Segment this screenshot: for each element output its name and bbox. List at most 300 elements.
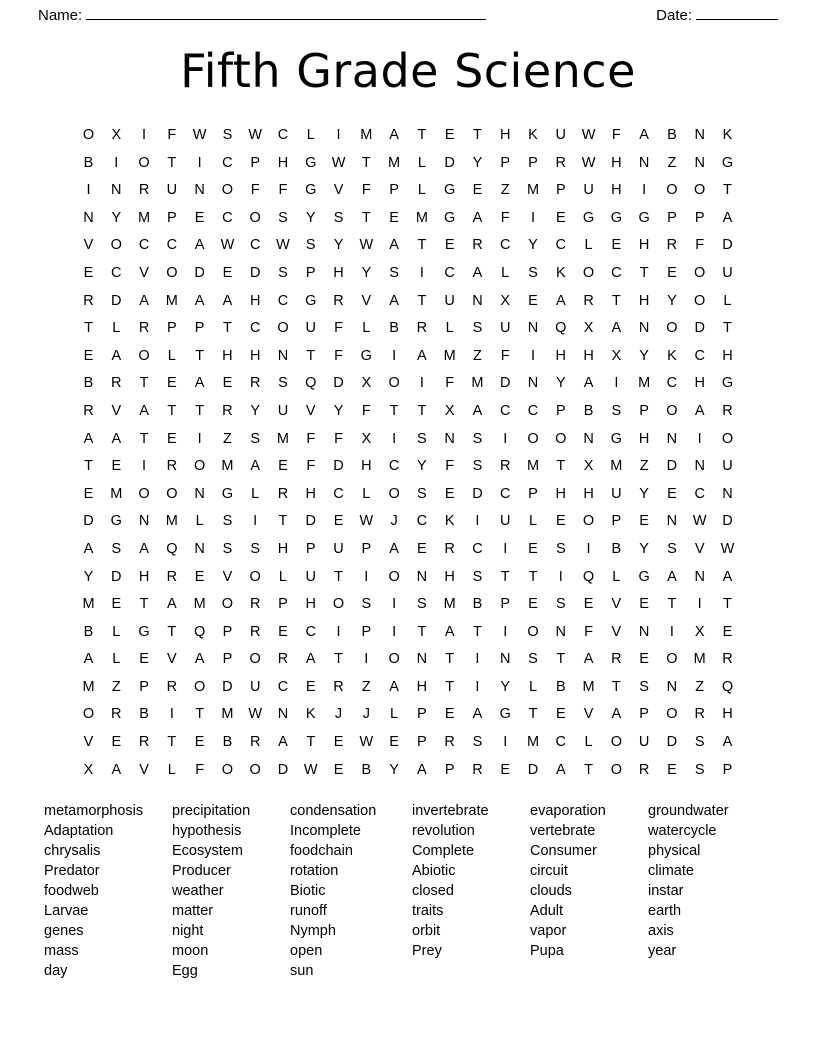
grid-cell[interactable]: Z	[639, 458, 649, 475]
grid-cell[interactable]: P	[361, 540, 372, 557]
grid-cell[interactable]: O	[277, 320, 289, 337]
grid-cell[interactable]: R	[499, 458, 511, 475]
grid-cell[interactable]: O	[249, 761, 261, 778]
grid-cell[interactable]: T	[417, 292, 427, 309]
grid-cell[interactable]: P	[722, 761, 733, 778]
grid-cell[interactable]: I	[530, 209, 536, 226]
grid-cell[interactable]: M	[82, 596, 95, 613]
grid-cell[interactable]: R	[166, 568, 178, 585]
grid-cell[interactable]: S	[222, 127, 233, 143]
grid-cell[interactable]: O	[610, 734, 622, 751]
grid-cell[interactable]: W	[359, 734, 374, 751]
grid-cell[interactable]: G	[360, 347, 372, 364]
grid-cell[interactable]: S	[694, 761, 705, 778]
grid-cell[interactable]: B	[83, 375, 94, 392]
grid-cell[interactable]: O	[388, 651, 400, 668]
grid-cell[interactable]: W	[581, 154, 596, 171]
grid-cell[interactable]: V	[139, 264, 149, 281]
grid-cell[interactable]: N	[444, 430, 455, 447]
grid-cell[interactable]: Z	[667, 154, 677, 171]
grid-cell[interactable]: T	[723, 182, 732, 199]
grid-cell[interactable]: U	[249, 678, 261, 695]
grid-cell[interactable]: O	[221, 182, 234, 199]
grid-cell[interactable]: O	[138, 485, 150, 502]
grid-cell[interactable]: C	[666, 375, 678, 392]
grid-cell[interactable]: H	[638, 292, 650, 309]
grid-cell[interactable]: S	[222, 540, 233, 557]
grid-cell[interactable]: X	[111, 127, 122, 143]
grid-cell[interactable]: I	[197, 430, 202, 447]
word-list-item[interactable]: Larvae	[44, 902, 89, 919]
grid-cell[interactable]: I	[392, 596, 397, 613]
grid-cell[interactable]: Q	[166, 540, 178, 557]
word-list-item[interactable]: physical	[648, 842, 701, 859]
grid-cell[interactable]: L	[390, 706, 399, 723]
grid-cell[interactable]: U	[722, 458, 733, 475]
grid-cell[interactable]: S	[472, 458, 483, 475]
grid-cell[interactable]: D	[83, 513, 94, 530]
grid-cell[interactable]: O	[527, 623, 539, 640]
grid-cell[interactable]: P	[361, 623, 372, 640]
grid-cell[interactable]: R	[277, 485, 289, 502]
grid-cell[interactable]: N	[666, 430, 678, 447]
grid-cell[interactable]: R	[583, 292, 594, 309]
grid-cell[interactable]: Y	[639, 540, 649, 557]
grid-cell[interactable]: O	[388, 375, 400, 392]
grid-cell[interactable]: I	[86, 182, 91, 199]
word-list-item[interactable]: metamorphosis	[44, 802, 144, 819]
grid-cell[interactable]: P	[222, 651, 233, 668]
grid-cell[interactable]: D	[222, 678, 233, 695]
grid-cell[interactable]: F	[167, 127, 177, 143]
grid-cell[interactable]: H	[416, 678, 428, 695]
grid-cell[interactable]: E	[83, 264, 94, 281]
grid-cell[interactable]: D	[249, 264, 261, 281]
grid-cell[interactable]: H	[583, 347, 594, 364]
grid-cell[interactable]: T	[556, 651, 566, 668]
word-list-item[interactable]: sun	[290, 962, 314, 979]
word-list-item[interactable]: Producer	[172, 862, 231, 879]
grid-cell[interactable]: D	[666, 458, 678, 475]
grid-cell[interactable]: M	[165, 292, 178, 309]
grid-cell[interactable]: T	[361, 209, 371, 226]
word-list-item[interactable]: open	[290, 942, 323, 959]
grid-cell[interactable]: N	[111, 182, 122, 199]
grid-cell[interactable]: C	[249, 320, 261, 337]
grid-cell[interactable]: S	[333, 209, 344, 226]
grid-cell[interactable]: D	[499, 375, 511, 392]
grid-cell[interactable]: L	[417, 182, 426, 199]
grid-cell[interactable]: O	[666, 320, 678, 337]
word-list-item[interactable]: Adult	[530, 902, 564, 919]
grid-cell[interactable]: H	[555, 485, 567, 502]
word-list-item[interactable]: Biotic	[290, 882, 326, 899]
grid-cell[interactable]: E	[333, 513, 344, 530]
grid-cell[interactable]: A	[389, 127, 399, 143]
grid-cell[interactable]: R	[249, 623, 261, 640]
grid-cell[interactable]: D	[111, 292, 122, 309]
grid-cell[interactable]: O	[166, 485, 178, 502]
grid-cell[interactable]: P	[167, 209, 177, 226]
word-list-item[interactable]: Complete	[412, 842, 475, 859]
grid-cell[interactable]: B	[583, 402, 594, 419]
grid-cell[interactable]: E	[611, 237, 622, 254]
grid-cell[interactable]: I	[697, 430, 702, 447]
grid-cell[interactable]: Q	[305, 375, 317, 392]
word-list-item[interactable]: runoff	[290, 902, 327, 919]
grid-cell[interactable]: B	[361, 761, 372, 778]
grid-cell[interactable]: L	[195, 513, 204, 530]
grid-cell[interactable]: V	[611, 596, 622, 613]
grid-cell[interactable]: C	[527, 402, 539, 419]
grid-cell[interactable]: G	[610, 430, 622, 447]
grid-cell[interactable]: G	[444, 182, 456, 199]
grid-cell[interactable]: W	[192, 127, 207, 143]
grid-cell[interactable]: E	[305, 678, 316, 695]
grid-cell[interactable]: V	[83, 237, 94, 254]
grid-cell[interactable]: X	[694, 623, 705, 640]
word-list-item[interactable]: Abiotic	[412, 862, 456, 879]
grid-cell[interactable]: Y	[639, 347, 649, 364]
grid-cell[interactable]: O	[666, 402, 678, 419]
word-list-item[interactable]: chrysalis	[44, 842, 101, 859]
grid-cell[interactable]: B	[555, 678, 566, 695]
grid-cell[interactable]: H	[361, 458, 372, 475]
grid-cell[interactable]: U	[611, 485, 622, 502]
grid-cell[interactable]: C	[472, 540, 483, 557]
grid-cell[interactable]: V	[694, 540, 705, 557]
grid-cell[interactable]: K	[528, 127, 538, 143]
grid-cell[interactable]: I	[364, 651, 369, 668]
grid-cell[interactable]: O	[249, 568, 261, 585]
grid-cell[interactable]: S	[472, 430, 483, 447]
grid-cell[interactable]: W	[248, 706, 263, 723]
grid-cell[interactable]: V	[111, 402, 122, 419]
grid-cell[interactable]: R	[472, 237, 483, 254]
grid-cell[interactable]: L	[251, 485, 260, 502]
grid-cell[interactable]: P	[639, 706, 649, 723]
grid-cell[interactable]: T	[584, 761, 593, 778]
grid-cell[interactable]: A	[722, 734, 733, 751]
grid-cell[interactable]: U	[166, 182, 178, 199]
grid-cell[interactable]: E	[167, 375, 177, 392]
grid-cell[interactable]: O	[666, 706, 678, 723]
grid-cell[interactable]: T	[445, 651, 455, 668]
grid-cell[interactable]: G	[721, 375, 734, 392]
grid-cell[interactable]: I	[503, 734, 508, 751]
grid-cell[interactable]: R	[138, 182, 150, 199]
grid-cell[interactable]: T	[723, 596, 732, 613]
grid-cell[interactable]: R	[666, 237, 678, 254]
grid-cell[interactable]: R	[111, 706, 122, 723]
grid-cell[interactable]: A	[389, 292, 399, 309]
grid-cell[interactable]: U	[638, 734, 650, 751]
word-list-item[interactable]: condensation	[290, 802, 377, 819]
grid-cell[interactable]: E	[444, 127, 455, 143]
grid-cell[interactable]: S	[250, 430, 261, 447]
grid-cell[interactable]: M	[193, 596, 206, 613]
grid-cell[interactable]: K	[305, 706, 316, 723]
grid-cell[interactable]: K	[667, 347, 677, 364]
grid-cell[interactable]: M	[110, 485, 123, 502]
grid-cell[interactable]: R	[722, 402, 733, 419]
grid-cell[interactable]: U	[444, 292, 455, 309]
grid-cell[interactable]: H	[138, 568, 150, 585]
grid-cell[interactable]: L	[362, 320, 371, 337]
grid-cell[interactable]: R	[277, 651, 289, 668]
word-list-item[interactable]: Incomplete	[290, 822, 361, 839]
grid-cell[interactable]: K	[444, 513, 455, 530]
grid-cell[interactable]: D	[527, 761, 539, 778]
grid-cell[interactable]: P	[417, 706, 427, 723]
grid-cell[interactable]: L	[112, 320, 121, 337]
grid-cell[interactable]: R	[472, 761, 483, 778]
grid-cell[interactable]: E	[194, 568, 205, 585]
grid-cell[interactable]: S	[472, 320, 483, 337]
grid-cell[interactable]: N	[694, 127, 705, 143]
word-list-item[interactable]: watercycle	[648, 822, 717, 839]
grid-cell[interactable]: O	[388, 485, 400, 502]
grid-cell[interactable]: E	[444, 237, 455, 254]
grid-cell[interactable]: A	[611, 706, 622, 723]
grid-cell[interactable]: S	[555, 596, 566, 613]
grid-cell[interactable]: N	[638, 623, 650, 640]
grid-cell[interactable]: I	[197, 154, 202, 171]
grid-cell[interactable]: A	[250, 458, 261, 475]
grid-cell[interactable]: T	[611, 292, 621, 309]
grid-cell[interactable]: B	[83, 623, 94, 640]
grid-cell[interactable]: E	[278, 623, 288, 640]
grid-cell[interactable]: L	[445, 320, 454, 337]
grid-cell[interactable]: M	[82, 678, 95, 695]
grid-cell[interactable]: M	[221, 458, 234, 475]
word-list-item[interactable]: Adaptation	[44, 822, 114, 839]
grid-cell[interactable]: I	[669, 623, 674, 640]
grid-cell[interactable]: O	[82, 127, 95, 143]
grid-cell[interactable]: L	[584, 734, 593, 751]
grid-cell[interactable]: O	[582, 264, 595, 281]
grid-cell[interactable]: F	[500, 209, 510, 226]
grid-cell[interactable]: H	[277, 154, 289, 171]
grid-cell[interactable]: E	[667, 485, 677, 502]
grid-cell[interactable]: A	[444, 623, 455, 640]
grid-cell[interactable]: R	[111, 375, 122, 392]
grid-cell[interactable]: S	[305, 237, 316, 254]
grid-cell[interactable]: T	[278, 513, 288, 530]
word-list-item[interactable]: Ecosystem	[172, 842, 243, 859]
grid-cell[interactable]: O	[694, 292, 706, 309]
grid-cell[interactable]: S	[278, 209, 288, 226]
grid-cell[interactable]: Q	[555, 320, 567, 337]
grid-cell[interactable]: Y	[639, 485, 649, 502]
grid-cell[interactable]: A	[83, 430, 94, 447]
grid-cell[interactable]: P	[250, 154, 261, 171]
grid-cell[interactable]: T	[139, 596, 149, 613]
grid-cell[interactable]: B	[611, 540, 622, 557]
grid-cell[interactable]: S	[528, 651, 538, 668]
grid-cell[interactable]: O	[694, 264, 706, 281]
grid-cell[interactable]: T	[306, 734, 316, 751]
word-list-item[interactable]: weather	[172, 882, 224, 899]
grid-cell[interactable]: F	[306, 430, 316, 447]
grid-cell[interactable]: P	[194, 320, 205, 337]
grid-cell[interactable]: T	[361, 154, 371, 171]
grid-cell[interactable]: T	[389, 402, 399, 419]
grid-cell[interactable]: U	[583, 182, 594, 199]
grid-cell[interactable]: L	[362, 485, 371, 502]
grid-cell[interactable]: V	[167, 651, 177, 668]
grid-cell[interactable]: P	[222, 623, 233, 640]
grid-cell[interactable]: T	[473, 623, 482, 640]
grid-cell[interactable]: X	[361, 375, 372, 392]
grid-cell[interactable]: A	[139, 292, 149, 309]
grid-cell[interactable]: T	[473, 127, 482, 143]
grid-cell[interactable]: C	[166, 237, 178, 254]
grid-cell[interactable]: R	[416, 320, 428, 337]
grid-cell[interactable]: X	[444, 402, 455, 419]
grid-cell[interactable]: T	[528, 706, 538, 723]
grid-cell[interactable]: H	[722, 706, 733, 723]
grid-cell[interactable]: N	[194, 540, 205, 557]
grid-cell[interactable]: G	[305, 154, 317, 171]
grid-cell[interactable]: U	[722, 264, 733, 281]
grid-cell[interactable]: W	[720, 540, 735, 557]
grid-cell[interactable]: N	[194, 485, 205, 502]
grid-cell[interactable]: I	[530, 347, 536, 364]
grid-cell[interactable]: Y	[305, 209, 316, 226]
grid-cell[interactable]: A	[278, 734, 288, 751]
grid-cell[interactable]: I	[419, 264, 424, 281]
grid-cell[interactable]: R	[444, 540, 455, 557]
grid-cell[interactable]: I	[114, 154, 119, 171]
word-list-item[interactable]: foodweb	[44, 882, 99, 899]
grid-cell[interactable]: F	[278, 182, 288, 199]
grid-cell[interactable]: Y	[333, 237, 344, 254]
grid-cell[interactable]: T	[417, 623, 427, 640]
grid-cell[interactable]: M	[138, 209, 151, 226]
grid-cell[interactable]: O	[221, 596, 234, 613]
word-list-item[interactable]: genes	[44, 922, 84, 939]
grid-cell[interactable]: A	[111, 347, 122, 364]
grid-cell[interactable]: O	[221, 761, 234, 778]
grid-cell[interactable]: A	[194, 375, 205, 392]
grid-cell[interactable]: C	[388, 458, 400, 475]
grid-cell[interactable]: M	[471, 375, 484, 392]
grid-cell[interactable]: T	[528, 568, 538, 585]
grid-cell[interactable]: N	[416, 651, 428, 668]
grid-cell[interactable]: T	[195, 706, 205, 723]
grid-cell[interactable]: A	[722, 568, 733, 585]
word-list-item[interactable]: matter	[172, 902, 214, 919]
grid-cell[interactable]: Y	[111, 209, 122, 226]
grid-cell[interactable]: E	[528, 292, 538, 309]
grid-cell[interactable]: R	[555, 154, 567, 171]
word-list-item[interactable]: foodchain	[290, 842, 353, 859]
grid-cell[interactable]: D	[472, 485, 483, 502]
grid-cell[interactable]: E	[722, 623, 733, 640]
grid-cell[interactable]: O	[332, 596, 345, 613]
grid-cell[interactable]: E	[139, 651, 149, 668]
grid-cell[interactable]: T	[639, 264, 649, 281]
grid-cell[interactable]: Y	[528, 237, 538, 254]
grid-cell[interactable]: E	[333, 734, 344, 751]
grid-cell[interactable]: C	[416, 513, 428, 530]
grid-cell[interactable]: T	[667, 596, 677, 613]
grid-cell[interactable]: P	[389, 182, 399, 199]
grid-cell[interactable]: U	[499, 513, 511, 530]
grid-cell[interactable]: I	[336, 127, 341, 143]
grid-cell[interactable]: I	[142, 127, 147, 143]
grid-cell[interactable]: C	[555, 237, 567, 254]
grid-cell[interactable]: S	[222, 513, 233, 530]
grid-cell[interactable]: E	[667, 761, 677, 778]
grid-cell[interactable]: I	[142, 458, 147, 475]
grid-cell[interactable]: L	[723, 292, 732, 309]
grid-cell[interactable]: C	[611, 264, 622, 281]
grid-cell[interactable]: E	[111, 734, 122, 751]
grid-cell[interactable]: A	[139, 402, 149, 419]
grid-cell[interactable]: A	[472, 209, 483, 226]
grid-cell[interactable]: N	[83, 209, 94, 226]
grid-cell[interactable]: R	[166, 458, 178, 475]
grid-cell[interactable]: A	[611, 320, 622, 337]
grid-cell[interactable]: L	[584, 237, 593, 254]
grid-cell[interactable]: H	[222, 347, 233, 364]
grid-cell[interactable]: X	[611, 347, 622, 364]
grid-cell[interactable]: Y	[361, 264, 372, 281]
grid-cell[interactable]: O	[193, 458, 206, 475]
grid-cell[interactable]: E	[528, 540, 538, 557]
grid-cell[interactable]: G	[305, 182, 317, 199]
grid-cell[interactable]: X	[361, 430, 372, 447]
grid-cell[interactable]: M	[638, 375, 651, 392]
grid-cell[interactable]: E	[194, 209, 205, 226]
grid-cell[interactable]: I	[392, 347, 397, 364]
grid-cell[interactable]: U	[499, 320, 511, 337]
grid-cell[interactable]: P	[305, 264, 316, 281]
word-list-item[interactable]: vapor	[530, 922, 567, 939]
grid-cell[interactable]: T	[306, 347, 316, 364]
grid-cell[interactable]: I	[642, 182, 647, 199]
grid-cell[interactable]: A	[194, 292, 205, 309]
grid-cell[interactable]: A	[639, 127, 649, 143]
word-list-item[interactable]: moon	[172, 942, 209, 959]
grid-cell[interactable]: P	[639, 402, 649, 419]
grid-cell[interactable]: V	[83, 734, 94, 751]
word-list-item[interactable]: climate	[648, 862, 694, 879]
grid-cell[interactable]: P	[611, 513, 622, 530]
grid-cell[interactable]: E	[83, 347, 94, 364]
grid-cell[interactable]: H	[638, 237, 650, 254]
grid-cell[interactable]: O	[582, 513, 595, 530]
grid-cell[interactable]: W	[248, 127, 263, 143]
grid-cell[interactable]: Q	[582, 568, 595, 585]
grid-cell[interactable]: I	[419, 375, 424, 392]
grid-cell[interactable]: E	[472, 182, 483, 199]
grid-cell[interactable]: J	[334, 706, 343, 723]
grid-cell[interactable]: S	[694, 734, 705, 751]
grid-cell[interactable]: G	[138, 623, 150, 640]
grid-cell[interactable]: T	[139, 430, 149, 447]
grid-cell[interactable]: H	[305, 485, 316, 502]
word-list-item[interactable]: vertebrate	[530, 822, 596, 839]
grid-cell[interactable]: V	[139, 761, 149, 778]
grid-cell[interactable]: U	[305, 320, 316, 337]
grid-cell[interactable]: R	[83, 402, 94, 419]
grid-cell[interactable]: R	[694, 706, 705, 723]
grid-cell[interactable]: G	[444, 209, 456, 226]
grid-cell[interactable]: L	[167, 347, 176, 364]
